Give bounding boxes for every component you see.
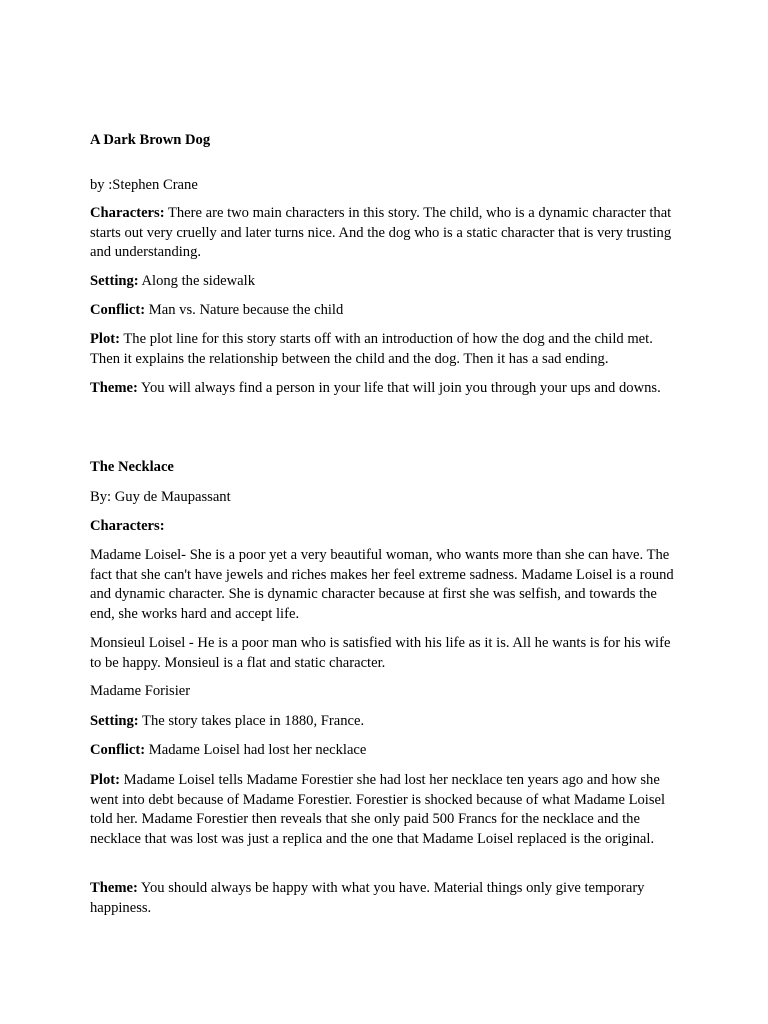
plot-text: The plot line for this story starts off with an introduction of how the dog and the child met. Then it explains the relationship between the child and the dog. Then it has a sad ending.	[90, 331, 653, 367]
story2-character-monsieul-loisel: Monsieul Loisel - He is a poor man who is satisfied with his life as it is. All he wants is for his wife to be happy. Monsieul is a flat and static character.	[90, 635, 671, 671]
conflict-label: Conflict:	[90, 302, 146, 318]
story2-characters-label: Characters:	[90, 518, 165, 534]
theme-label: Theme:	[90, 880, 138, 896]
plot-text: Madame Loisel tells Madame Forestier she had lost her necklace ten years ago and how she went into debt because of Madame Forestier. Forestier is shocked because of what Madame Loisel told her. Madame Forestier then reveals that she only paid 500 Francs for the necklace and the necklace that was lost was just a replica and the one that Madame Loisel replaced is the original.	[90, 772, 666, 847]
theme-text: You should always be happy with what you have. Material things only give temporary happiness.	[90, 880, 645, 916]
setting-label: Setting:	[90, 273, 139, 289]
characters-label: Characters:	[90, 205, 165, 221]
story1-theme	[90, 379, 680, 399]
plot-label: Plot:	[90, 331, 120, 347]
story1-title: A Dark Brown Dog	[90, 132, 211, 148]
theme-text: You will always find a person in your life that will join you through your ups and downs.	[137, 380, 661, 396]
setting-label: Setting:	[90, 713, 139, 729]
conflict-text: Madame Loisel had lost her necklace	[145, 742, 367, 758]
setting-text: Along the sidewalk	[138, 273, 255, 289]
conflict-label: Conflict:	[90, 742, 146, 758]
story2-theme	[90, 879, 680, 918]
story2-title: The Necklace	[90, 459, 174, 475]
story1-conflict	[90, 301, 680, 321]
story2-plot	[90, 771, 680, 849]
story2-conflict	[90, 741, 680, 761]
conflict-text: Man vs. Nature because the child	[145, 302, 344, 318]
story2-author: By: Guy de Maupassant	[90, 489, 231, 505]
theme-label: Theme:	[90, 380, 138, 396]
story2-character-madame-loisel: Madame Loisel- She is a poor yet a very beautiful woman, who wants more than she can have. The fact that she can't have jewels and riches makes her feel extreme sadness. Madame Loisel is a round and dynamic character. She is dynamic character because at first she was selfish, and towards the end, she works hard and accept life.	[90, 547, 674, 622]
setting-text: The story takes place in 1880, France.	[138, 713, 365, 729]
plot-label: Plot:	[90, 772, 120, 788]
story1-author: by :Stephen Crane	[90, 177, 198, 193]
characters-text: There are two main characters in this story. The child, who is a dynamic character that starts out very cruelly and later turns nice. And the dog who is a static character that is very trusting and understanding.	[90, 205, 672, 260]
story1-plot	[90, 330, 680, 369]
story2-setting	[90, 712, 680, 732]
story1-characters	[90, 204, 680, 263]
story2-character-madame-forisier: Madame Forisier	[90, 683, 191, 699]
story1-setting	[90, 272, 680, 292]
